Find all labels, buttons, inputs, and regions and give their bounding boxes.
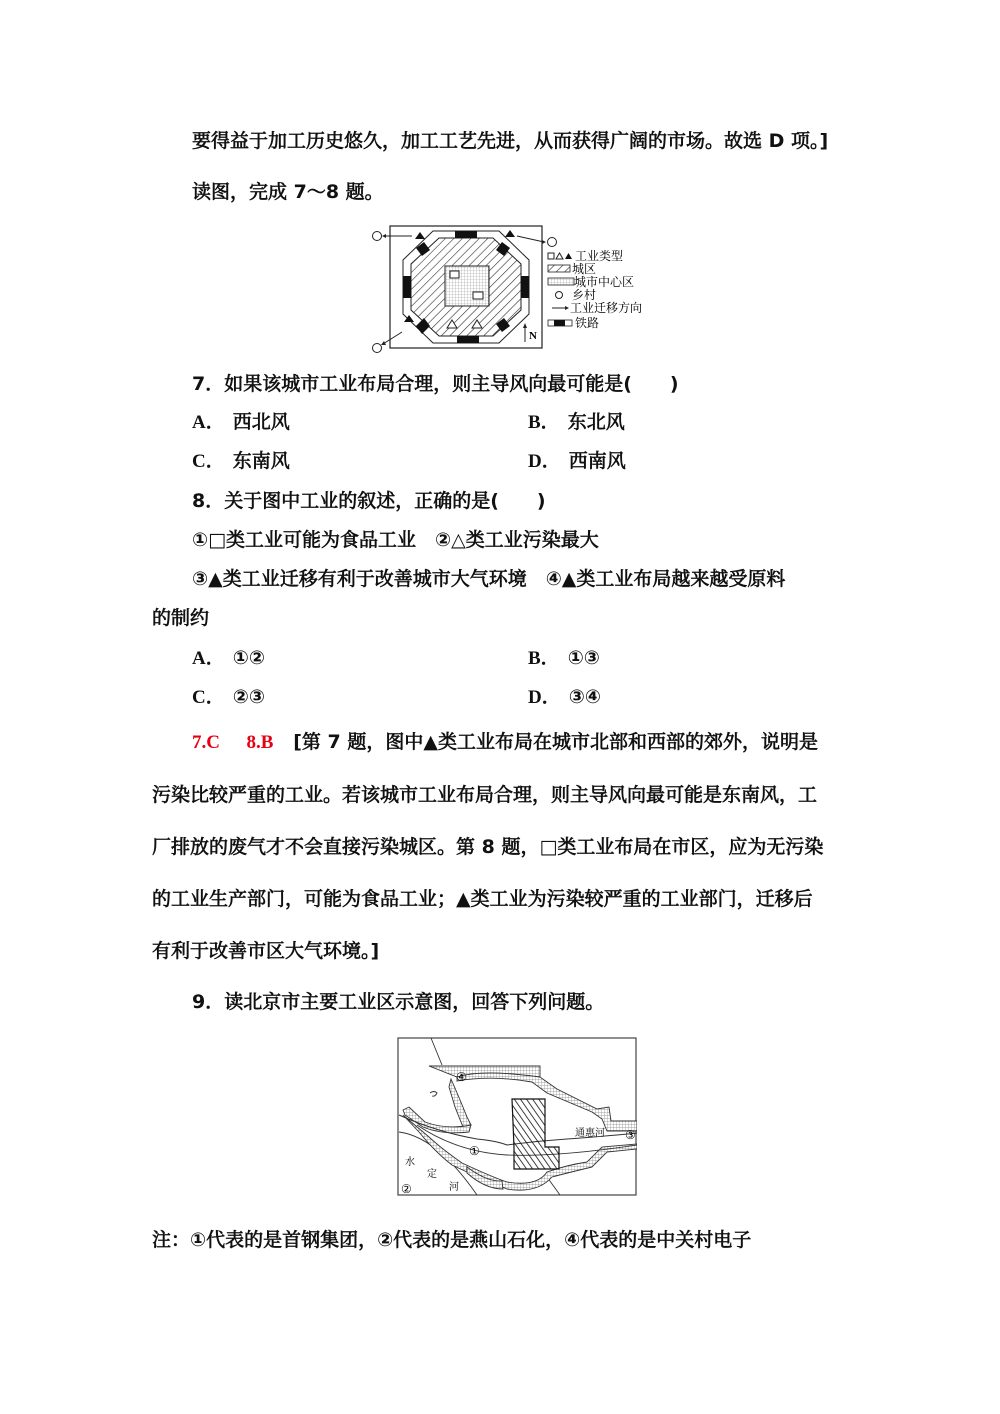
legend-urban: 城区 [572, 262, 597, 276]
q8-stem: 8．关于图中工业的叙述，正确的是( ) [192, 490, 546, 512]
section-intro: 读图，完成 7～8 题。 [192, 181, 384, 203]
answer-line-4: 的工业生产部门，可能为食品工业；▲类工业为污染较严重的工业部门，迁移后 [152, 888, 813, 910]
marker-4: ④ [456, 1070, 467, 1084]
q8-statements-2: ③▲类工业迁移有利于改善城市大气环境 ④▲类工业布局越来越受原料 [192, 568, 786, 590]
answer-key-8: 8.B [246, 732, 274, 753]
label-yongding-3: 河 [449, 1182, 459, 1193]
city-industry-diagram [368, 222, 668, 362]
legend [548, 248, 642, 330]
label-tonghui-river: 通惠河 [575, 1128, 605, 1139]
answer-line-3: 厂排放的废气才不会直接污染城区。第 8 题，□类工业布局在市区，应为无污染 [152, 836, 824, 858]
answer-line-5: 有利于改善市区大气环境。] [152, 940, 380, 962]
q7-option-c[interactable]: C． 东南风 [192, 450, 290, 472]
q8-statements-1: ①□类工业可能为食品工业 ②△类工业污染最大 [192, 529, 599, 551]
q8-option-a[interactable]: A． ①② [192, 647, 265, 669]
marker-2: ② [401, 1182, 412, 1196]
q7-stem: 7．如果该城市工业布局合理，则主导风向最可能是( ) [192, 373, 679, 395]
north-label: N [529, 330, 537, 342]
marker-1: ① [469, 1144, 480, 1158]
q8-option-b[interactable]: B． ①③ [528, 647, 600, 669]
q7-option-a[interactable]: A． 西北风 [192, 411, 290, 433]
legend-industry-type: 工业类型 [575, 249, 624, 263]
marker-3: ③ [625, 1128, 636, 1142]
label-yongding-1: 水 [405, 1157, 415, 1168]
q9-note: 注：①代表的是首钢集团，②代表的是燕山石化，④代表的是中关村电子 [152, 1229, 752, 1251]
legend-village: 乡村 [572, 288, 597, 302]
q8-statements-3: 的制约 [152, 607, 210, 629]
continuation-text: 要得益于加工历史悠久，加工工艺先进，从而获得广阔的市场。故选 D 项。] [192, 130, 829, 152]
answer-line-1 [192, 730, 818, 755]
legend-railway: 铁路 [575, 316, 600, 330]
q7-option-b[interactable]: B． 东北风 [528, 411, 625, 433]
legend-center: 城市中心区 [574, 275, 635, 289]
q8-option-c[interactable]: C． ②③ [192, 686, 265, 708]
label-yongding-2: 定 [427, 1169, 437, 1180]
q8-option-d[interactable]: D． ③④ [528, 686, 601, 708]
legend-migration: 工业迁移方向 [570, 301, 643, 315]
answer-text: [第 7 题，图中▲类工业布局在城市北部和西部的郊外，说明是 [293, 731, 818, 753]
answer-key-7: 7.C [192, 732, 220, 753]
q7-option-d[interactable]: D． 西南风 [528, 450, 626, 472]
q9-stem: 9．读北京市主要工业区示意图，回答下列问题。 [192, 991, 605, 1013]
beijing-industry-map [397, 1037, 637, 1197]
answer-line-2: 污染比较严重的工业。若该城市工业布局合理，则主导风向最可能是东南风，工 [152, 784, 818, 806]
